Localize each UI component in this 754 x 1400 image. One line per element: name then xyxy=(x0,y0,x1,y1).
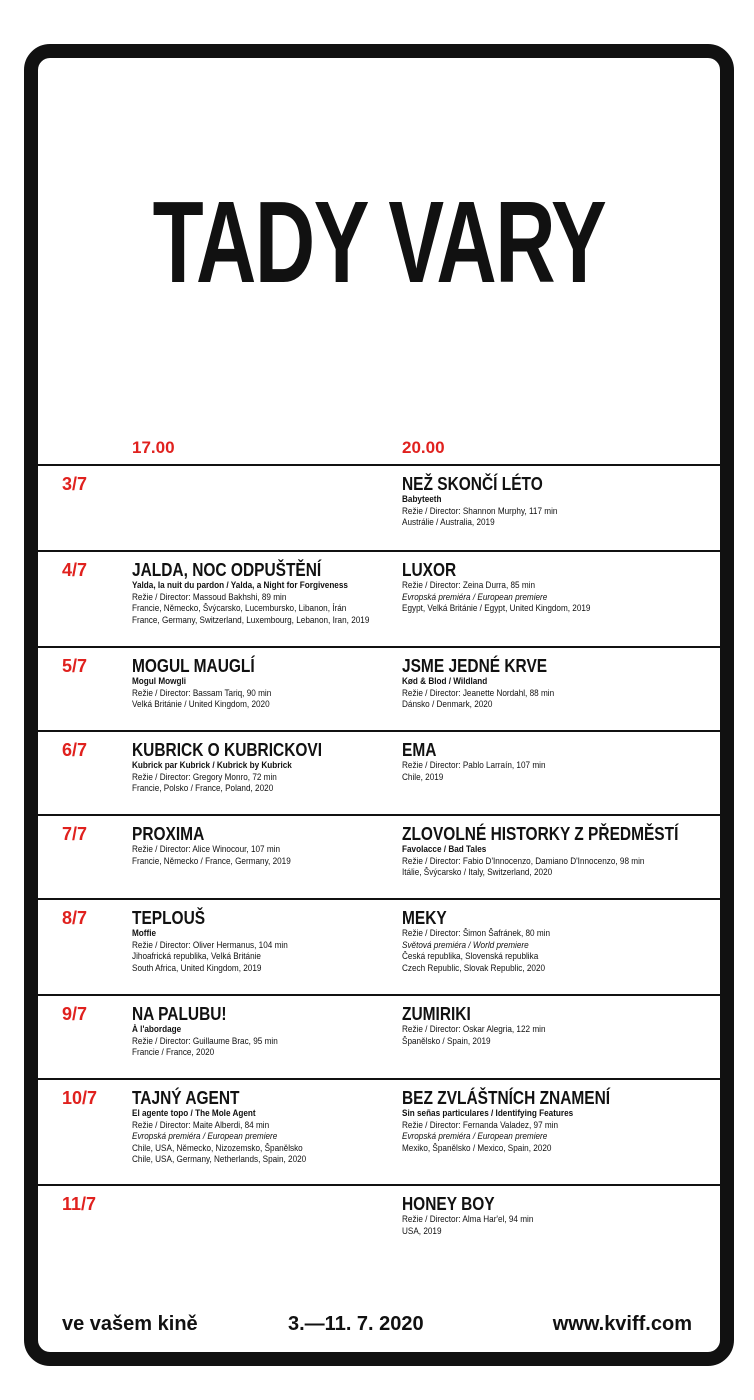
screening-date: 8/7 xyxy=(62,908,88,928)
film-detail: Francie, Německo, Švýcarsko, Lucembursko, Libanon, Írán xyxy=(132,603,347,615)
film-detail: Jihoafrická republika, Velká Británie xyxy=(132,951,261,963)
schedule-row xyxy=(24,814,734,898)
film-original-title: À l'abordage xyxy=(132,1024,182,1035)
film-detail: Režie / Director: Shannon Murphy, 117 min xyxy=(402,505,558,517)
film-original-title: Mogul Mowgli xyxy=(132,676,187,687)
film-detail: Velká Británie / United Kingdom, 2020 xyxy=(132,699,270,711)
premiere-note: Evropská premiéra / European premiere xyxy=(132,1131,278,1143)
film-original-title: Kubrick par Kubrick / Kubrick by Kubrick xyxy=(132,760,292,771)
film-detail: Režie / Director: Fabio D'Innocenzo, Damiano D'Innocenzo, 98 min xyxy=(402,855,645,867)
screening-date: 4/7 xyxy=(62,560,88,580)
film-entry-20 xyxy=(402,474,702,529)
film-detail: South Africa, United Kingdom, 2019 xyxy=(132,962,262,974)
film-title: NEŽ SKONČÍ LÉTO xyxy=(402,474,543,494)
footer-venue: ve vašem kině xyxy=(62,1313,198,1335)
film-title: KUBRICK O KUBRICKOVI xyxy=(132,740,323,760)
schedule-row xyxy=(24,1184,734,1264)
footer-dates: 3.—11. 7. 2020 xyxy=(288,1313,424,1335)
film-entry-20 xyxy=(402,1004,702,1047)
film-title: JALDA, NOC ODPUŠTĚNÍ xyxy=(132,560,322,580)
film-detail: Francie, Polsko / France, Poland, 2020 xyxy=(132,783,274,795)
film-detail: Francie, Německo / France, Germany, 2019 xyxy=(132,855,291,867)
film-title: BEZ ZVLÁŠTNÍCH ZNAMENÍ xyxy=(402,1088,611,1108)
screening-date: 6/7 xyxy=(62,740,88,760)
screening-date: 3/7 xyxy=(62,474,88,494)
film-detail: Režie / Director: Šimon Šafránek, 80 min xyxy=(402,928,551,939)
film-detail: Režie / Director: Jeanette Nordahl, 88 min xyxy=(402,687,555,699)
film-detail: Chile, 2019 xyxy=(402,771,444,783)
film-original-title: Babyteeth xyxy=(402,494,442,505)
film-detail: Itálie, Švýcarsko / Italy, Switzerland, 2020 xyxy=(402,867,553,879)
film-title: TAJNÝ AGENT xyxy=(132,1088,240,1108)
screening-schedule xyxy=(38,464,720,1264)
film-detail: Režie / Director: Bassam Tariq, 90 min xyxy=(132,687,272,699)
film-detail: Francie / France, 2020 xyxy=(132,1047,215,1059)
screening-date: 10/7 xyxy=(62,1088,98,1108)
poster-footer xyxy=(38,1313,720,1343)
schedule-row xyxy=(24,898,734,994)
film-original-title: Moffie xyxy=(132,928,157,939)
film-entry-17 xyxy=(132,1088,394,1166)
film-detail: Španělsko / Spain, 2019 xyxy=(402,1035,491,1047)
film-entry-17 xyxy=(132,560,394,626)
film-entry-20 xyxy=(402,1088,702,1154)
film-detail: Režie / Director: Alice Winocour, 107 min xyxy=(132,844,281,855)
screening-date: 9/7 xyxy=(62,1004,88,1024)
film-detail: France, Germany, Switzerland, Luxembourg, Lebanon, Iran, 2019 xyxy=(132,614,370,626)
film-detail: Česká republika, Slovenská republika xyxy=(402,951,539,963)
showtime-late: 20.00 xyxy=(402,438,445,457)
film-entry-17 xyxy=(132,740,394,795)
film-entry-20 xyxy=(402,1194,702,1237)
film-original-title: El agente topo / The Mole Agent xyxy=(132,1108,256,1119)
film-entry-17 xyxy=(132,1004,394,1059)
film-entry-20 xyxy=(402,740,702,783)
film-detail: Režie / Director: Oskar Alegria, 122 min xyxy=(402,1024,546,1035)
film-title: PROXIMA xyxy=(132,824,205,844)
showtime-header xyxy=(38,438,720,462)
film-entry-20 xyxy=(402,560,702,615)
film-title: HONEY BOY xyxy=(402,1194,495,1214)
film-entry-20 xyxy=(402,908,702,974)
film-entry-17 xyxy=(132,656,394,711)
footer-website: www.kviff.com xyxy=(552,1313,692,1335)
film-original-title: Kød & Blod / Wildland xyxy=(402,676,488,687)
film-original-title: Favolacce / Bad Tales xyxy=(402,844,487,855)
film-title: LUXOR xyxy=(402,560,457,580)
schedule-row xyxy=(24,730,734,814)
film-detail: Dánsko / Denmark, 2020 xyxy=(402,699,493,711)
film-detail: Režie / Director: Oliver Hermanus, 104 min xyxy=(132,939,288,951)
film-detail: Režie / Director: Pablo Larraín, 107 min xyxy=(402,760,546,771)
poster-headline: TADY VARY xyxy=(152,177,606,307)
film-detail: Austrálie / Australia, 2019 xyxy=(402,517,495,529)
showtime-early: 17.00 xyxy=(132,438,175,457)
film-title: TEPLOUŠ xyxy=(132,908,206,928)
film-title: MOGUL MAUGLÍ xyxy=(132,656,255,676)
film-detail: Chile, USA, Německo, Nizozemsko, Španělsko xyxy=(132,1142,303,1154)
film-original-title: Yalda, la nuit du pardon / Yalda, a Night for Forgiveness xyxy=(132,580,348,591)
film-entry-17 xyxy=(132,824,394,867)
film-entry-20 xyxy=(402,824,702,879)
premiere-note: Světová premiéra / World premiere xyxy=(402,939,529,951)
film-detail: Režie / Director: Guillaume Brac, 95 min xyxy=(132,1035,278,1047)
film-detail: Chile, USA, Germany, Netherlands, Spain, 2020 xyxy=(132,1154,307,1166)
film-title: EMA xyxy=(402,740,437,760)
film-detail: Režie / Director: Gregory Monro, 72 min xyxy=(132,771,277,783)
film-entry-20 xyxy=(402,656,702,711)
film-title: JSME JEDNÉ KRVE xyxy=(402,656,548,676)
schedule-row xyxy=(24,464,734,550)
schedule-row xyxy=(24,994,734,1078)
screening-date: 5/7 xyxy=(62,656,88,676)
premiere-note: Evropská premiéra / European premiere xyxy=(402,1131,548,1143)
film-detail: Režie / Director: Massoud Bakhshi, 89 min xyxy=(132,591,287,603)
screening-date: 11/7 xyxy=(62,1194,97,1214)
film-entry-17 xyxy=(132,908,394,974)
poster-frame xyxy=(24,44,734,1366)
film-detail: Režie / Director: Maite Alberdi, 84 min xyxy=(132,1119,270,1131)
film-detail: Režie / Director: Alma Har'el, 94 min xyxy=(402,1214,534,1225)
schedule-row xyxy=(24,1078,734,1184)
film-title: ZLOVOLNÉ HISTORKY Z PŘEDMĚSTÍ xyxy=(402,824,679,844)
film-detail: Czech Republic, Slovak Republic, 2020 xyxy=(402,962,546,974)
premiere-note: Evropská premiéra / European premiere xyxy=(402,591,548,603)
film-title: MEKY xyxy=(402,908,447,928)
film-detail: Mexiko, Španělsko / Mexico, Spain, 2020 xyxy=(402,1142,552,1154)
film-detail: USA, 2019 xyxy=(402,1225,442,1237)
film-detail: Egypt, Velká Británie / Egypt, United Kingdom, 2019 xyxy=(402,603,591,615)
film-original-title: Sin señas particulares / Identifying Features xyxy=(402,1108,574,1119)
schedule-row xyxy=(24,550,734,646)
film-title: ZUMIRIKI xyxy=(402,1004,471,1024)
film-title: NA PALUBU! xyxy=(132,1004,227,1024)
film-detail: Režie / Director: Zeina Durra, 85 min xyxy=(402,580,536,591)
film-detail: Režie / Director: Fernanda Valadez, 97 min xyxy=(402,1119,559,1131)
screening-date: 7/7 xyxy=(62,824,88,844)
schedule-row xyxy=(24,646,734,730)
